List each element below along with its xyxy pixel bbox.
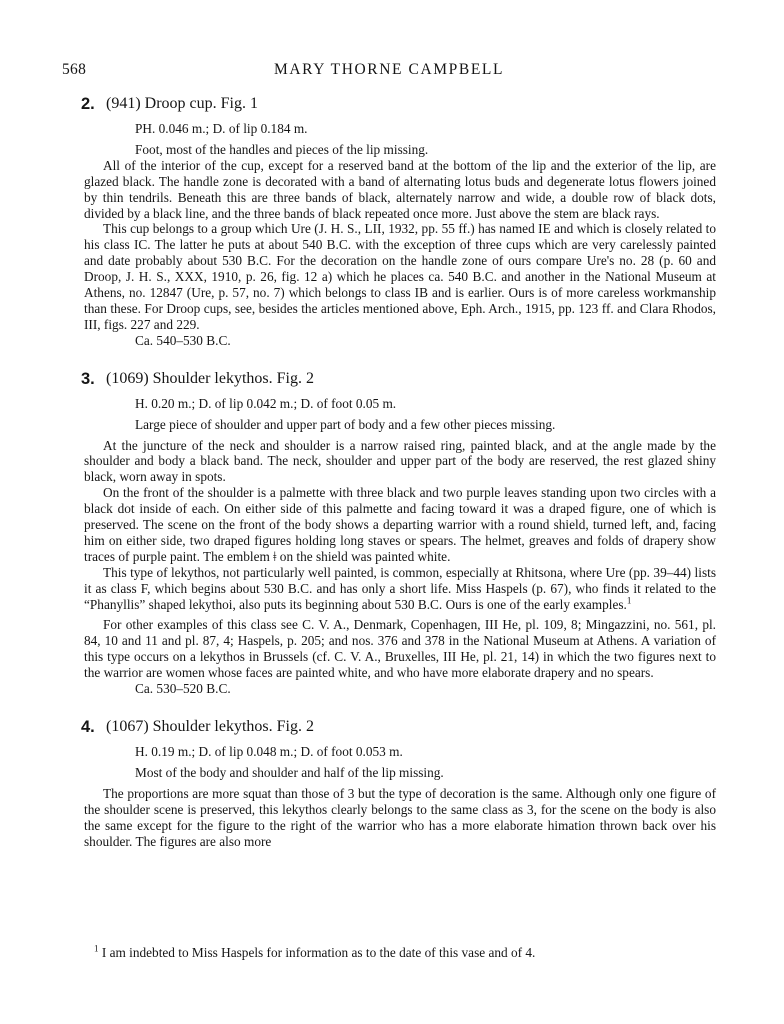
footnote-text: I am indebted to Miss Haspels for information as to the date of this vase and of 4.	[101, 945, 536, 960]
entry-date: Ca. 540–530 B.C.	[135, 332, 231, 348]
running-head	[62, 61, 716, 83]
entry-heading	[81, 369, 716, 389]
entry-measurements: PH. 0.046 m.; D. of lip 0.184 m.	[135, 121, 308, 136]
page-number: 568	[62, 61, 87, 78]
entry-paragraph: At the juncture of the neck and shoulder is a narrow raised ring, painted black, and at the angle made by the shoulder and body a black band. The neck, shoulder and upper part of the body are reserved, the rest glazed shiny black, worn away in spots.	[84, 437, 716, 485]
entry-date: Ca. 530–520 B.C.	[135, 681, 231, 697]
catalogue-entry-4	[81, 717, 716, 849]
entry-paragraph: The proportions are more squat than those of 3 but the type of decoration is the same. Although only one figure of the shoulder scene is preserved, this lekythos clearly belongs to the same class as 3, for the scene on the body is also the same except for the figure to the right of the warrior who has a more elaborate himation thrown back over his shoulder. The figures are also more	[84, 785, 716, 849]
catalogue-entry-3	[81, 369, 716, 697]
entry-title: (941) Droop cup. Fig. 1	[106, 95, 258, 112]
entry-paragraph: For other examples of this class see C. V. A., Denmark, Copenhagen, III He, pl. 109, 8; Mingazzini, no. 561, pl. 84, 10 and 11 and pl. 87, 4; Haspels, p. 205; and nos. 376 and 378 in the National Museum at Athens. A variation of this type occurs on a lekythos in Brussels (cf. C. V. A., Bruxelles, III He, pl. 21, 14) in which the two figures next to the warrior are women whose faces are painted white, and who have more elaborate drapery and no spears.	[84, 617, 716, 681]
entry-measurements: H. 0.19 m.; D. of lip 0.048 m.; D. of foot 0.053 m.	[135, 744, 403, 759]
entry-measurements: H. 0.20 m.; D. of lip 0.042 m.; D. of foot 0.05 m.	[135, 395, 397, 411]
running-title: MARY THORNE CAMPBELL	[273, 61, 505, 78]
entry-number: 2.	[81, 95, 95, 113]
entry-heading	[81, 717, 716, 737]
entry-condition: Large piece of shoulder and upper part of body and a few other pieces missing.	[135, 416, 556, 432]
entry-paragraph: All of the interior of the cup, except for a reserved band at the bottom of the lip and the exterior of the lip, are glazed black. The handle zone is decorated with a band of alternating lotus buds and degenerate lotus flowers joined by thin tendrils. Beneath this are three bands of black, alternately narrow and wide, a double row of black dots, divided by a black line, and the three bands of black repeated once more. Just above the stem are black rays.	[84, 157, 716, 221]
entry-number: 4.	[81, 718, 95, 736]
catalogue-entry-2	[81, 94, 716, 349]
entry-title: (1067) Shoulder lekythos. Fig. 2	[106, 718, 314, 735]
entry-title: (1069) Shoulder lekythos. Fig. 2	[106, 369, 314, 387]
paragraph-text: This type of lekythos, not particularly well painted, is common, especially at Rhitsona, where Ure (pp. 39–44) lists it as class F, which begins about 530 B.C. and has only a short life. Miss Haspels (p. 67), who finds it related to the “Phanyllis” shaped lekythoi, also puts its beginning about 530 B.C. Ours is one of the early examples.	[84, 564, 716, 612]
article-body	[81, 94, 716, 849]
entry-heading	[81, 94, 716, 114]
entry-condition: Most of the body and shoulder and half of the lip missing.	[135, 764, 444, 780]
footnote-marker: 1	[94, 943, 99, 954]
entry-condition: Foot, most of the handles and pieces of the lip missing.	[135, 141, 429, 157]
footnote-reference[interactable]: 1	[626, 595, 632, 606]
footnote	[94, 945, 714, 961]
entry-paragraph: On the front of the shoulder is a palmette with three black and two purple leaves standing upon two circles with a black dot inside of each. On either side of this palmette and facing toward it was a draped figure, one of which is preserved. The scene on the front of the body shows a departing warrior with a round shield, turned left, and, facing him on either side, two draped figures holding long staves or spears. The helmet, greaves and folds of drapery show traces of purple paint. The emblem ǂ on the shield was painted white.	[84, 485, 716, 564]
entry-paragraph	[84, 565, 716, 613]
entry-paragraph: This cup belongs to a group which Ure (J. H. S., LII, 1932, pp. 55 ff.) has named IE and which is closely related to his class IC. The latter he puts at about 540 B.C. with the exception of three cups which are very carelessly painted and date probably about 530 B.C. For the decoration on the handle zone of ours compare Ure's no. 28 (p. 60 and Droop, J. H. S., XXX, 1910, p. 26, fig. 12 a) which he places ca. 540 B.C. and another in the National Museum at Athens, no. 12847 (Ure, p. 57, no. 7) which belongs to class IB and is earlier. Ours is of more careless workmanship than these. For Droop cups, see, besides the articles mentioned above, Eph. Arch., 1915, pp. 123 ff. and Clara Rhodos, III, figs. 227 and 229.	[84, 221, 716, 332]
entry-number: 3.	[81, 369, 95, 388]
